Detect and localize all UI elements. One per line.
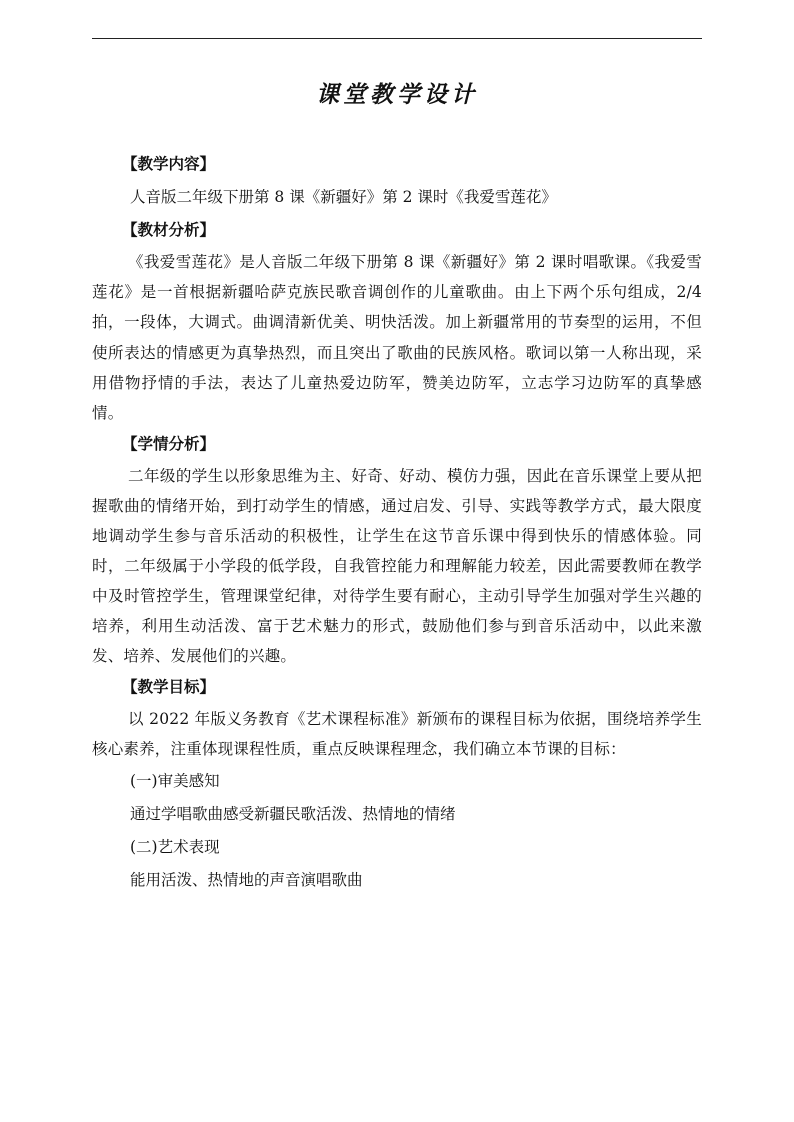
material-analysis-paragraph: 《我爱雪莲花》是人音版二年级下册第 8 课《新疆好》第 2 课时唱歌课。《我爱雪莲花》是一首根据新疆哈萨克族民歌音调创作的儿童歌曲。由上下两个乐句组成，2/4 拍，一段体，大调式。曲调清新优美、明快活泼。加上新疆常用的节奏型的运用，不但使所表达的情感更为真挚热烈，而且突出了歌曲的民族风格。歌词以第一人称出现，采用借物抒情的手法，表达了儿童热爱边防军，赞美边防军，立志学习边防军的真挚感情。 — [92, 253, 702, 423]
student-analysis-paragraph: 二年级的学生以形象思维为主、好奇、好动、模仿力强，因此在音乐课堂上要从把握歌曲的情绪开始，到打动学生的情感，通过启发、引导、实践等教学方式，最大限度地调动学生参与音乐活动的积极性，让学生在这节音乐课中得到快乐的情感体验。同时，二年级属于小学段的低学段，自我管控能力和理解能力较差，因此需要教师在教学中及时管控学生，管理课堂纪律，对待学生要有耐心，主动引导学生加强对学生兴趣的培养，利用生动活泼、富于艺术魅力的形式，鼓励他们参与到音乐活动中，以此来激发、培养、发展他们的兴趣。 — [92, 467, 702, 666]
section-heading-material-analysis: 【教材分析】 — [122, 221, 216, 239]
teaching-goals-paragraph: 以 2022 年版义务教育《艺术课程标准》新颁布的课程目标为依据，围绕培养学生核心素养，注重体现课程性质，重点反映课程理念，我们确立本节课的目标： — [92, 710, 702, 759]
section-heading-student-analysis: 【学情分析】 — [122, 435, 216, 454]
goal-item-aesthetic-perception: (一)审美感知 — [130, 771, 220, 790]
goal-item-artistic-expression-detail: 能用活泼、热情地的声音演唱歌曲 — [130, 870, 363, 889]
teaching-content-line: 人音版二年级下册第 8 课《新疆好》第 2 课时《我爱雪莲花》 — [130, 188, 557, 206]
document-title: 课堂教学设计 — [316, 81, 478, 108]
goal-item-artistic-expression: (二)艺术表现 — [130, 837, 220, 856]
goal-item-aesthetic-perception-detail: 通过学唱歌曲感受新疆民歌活泼、热情地的情绪 — [130, 804, 456, 823]
section-heading-teaching-goals: 【教学目标】 — [122, 678, 216, 697]
header-rule — [92, 38, 702, 39]
document-body — [92, 148, 702, 897]
section-heading-teaching-content: 【教学内容】 — [122, 155, 216, 173]
